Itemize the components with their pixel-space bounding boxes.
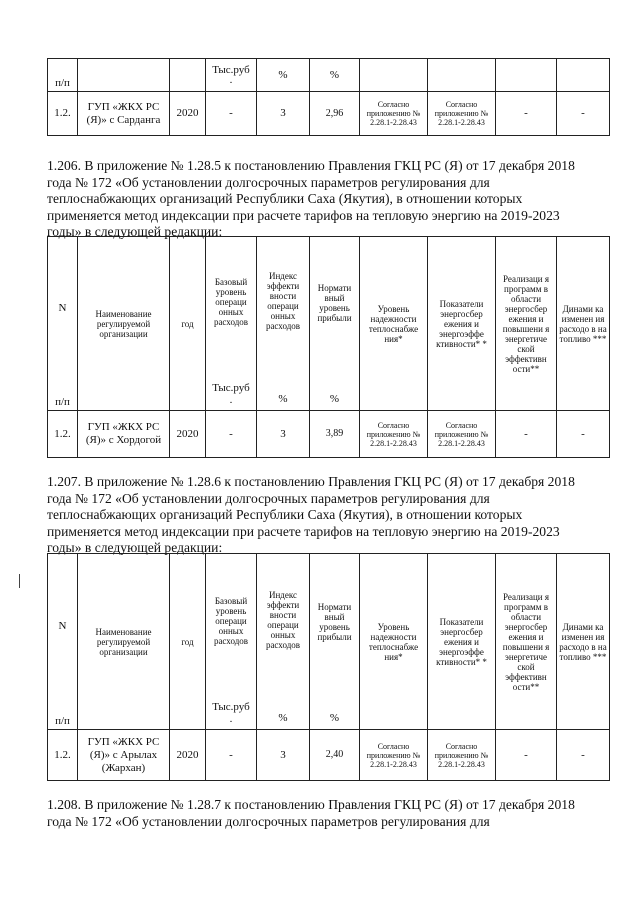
col-norm: Нормати вный уровень прибыли % [310, 554, 360, 730]
col-dynamics: Динами ка изменен ия расходо в на топливо *** [557, 237, 610, 411]
energy-value: Согласно приложению № 2.28.1-2.28.43 [428, 92, 496, 136]
dynamics-value: - [557, 411, 610, 458]
dynamics-value: - [557, 92, 610, 136]
col-org: Наименование регулируемой организации [78, 554, 170, 730]
col-norm: Нормати вный уровень прибыли % [310, 237, 360, 411]
row-number: 1.2. [48, 411, 78, 458]
col-reliability: Уровень надежности теплоснабже ния* [360, 554, 428, 730]
table-row [48, 92, 610, 136]
col-index: Индекс эффекти вности операци онных расходов % [257, 554, 310, 730]
table-1-28-6 [47, 553, 610, 781]
col-base: Базовый уровень операци онных расходов Тыс.руб . [206, 554, 257, 730]
np-label: п/п [48, 59, 78, 92]
norm-value: 3,89 [310, 411, 360, 458]
dynamics-value: - [557, 730, 610, 781]
paragraph-1-208: 1.208. В приложение № 1.28.7 к постановлению Правления ГКЦ РС (Я) от 17 декабря 2018 года № 172 «Об установлении долгосрочных параметров регулирования для [47, 797, 575, 829]
table-1-28-5 [47, 236, 610, 458]
year: 2020 [170, 411, 206, 458]
table-top [47, 58, 610, 136]
col-n: N п/п [48, 554, 78, 730]
table-row [48, 730, 610, 781]
col-n: N п/п [48, 237, 78, 411]
org-name: ГУП «ЖКХ РС (Я)» с Хордогой [78, 411, 170, 458]
year: 2020 [170, 730, 206, 781]
index-value: 3 [257, 730, 310, 781]
base-value: - [206, 411, 257, 458]
norm-value: 2,40 [310, 730, 360, 781]
table-row [48, 411, 610, 458]
row-number: 1.2. [48, 730, 78, 781]
unit-pct-index: % [257, 59, 310, 92]
col-org: Наименование регулируемой организации [78, 237, 170, 411]
header-row [48, 237, 610, 411]
col-dynamics: Динами ка изменен ия расходо в на топливо *** [557, 554, 610, 730]
col-year: год [170, 554, 206, 730]
col-base: Базовый уровень операци онных расходов Тыс.руб . [206, 237, 257, 411]
col-index: Индекс эффекти вности операци онных расходов % [257, 237, 310, 411]
index-value: 3 [257, 411, 310, 458]
paragraph-1-206: 1.206. В приложение № 1.28.5 к постановлению Правления ГКЦ РС (Я) от 17 декабря 2018 года № 172 «Об установлении долгосрочных параметров регулирования для теплоснабжающих организаций Республики Саха (Якутия), в отношении которых применяется метод индексации при расчете тарифов на тепловую энергию на 2019-2023 годы» в следующей редакции: [47, 158, 575, 239]
index-value: 3 [257, 92, 310, 136]
org-name: ГУП «ЖКХ РС (Я)» с Сарданга [78, 92, 170, 136]
programs-value: - [496, 92, 557, 136]
reliability-value: Согласно приложению № 2.28.1-2.28.43 [360, 92, 428, 136]
org-name: ГУП «ЖКХ РС (Я)» с Арылах (Жархан) [78, 730, 170, 781]
base-value: - [206, 92, 257, 136]
energy-value: Согласно приложению № 2.28.1-2.28.43 [428, 730, 496, 781]
row-number: 1.2. [48, 92, 78, 136]
base-value: - [206, 730, 257, 781]
unit-rub: Тыс.руб . [206, 59, 257, 92]
unit-row [48, 59, 610, 92]
energy-value: Согласно приложению № 2.28.1-2.28.43 [428, 411, 496, 458]
reliability-value: Согласно приложению № 2.28.1-2.28.43 [360, 730, 428, 781]
year: 2020 [170, 92, 206, 136]
col-energy: Показатели энергосбер ежения и энергоэффе ктивности* * [428, 554, 496, 730]
header-row [48, 554, 610, 730]
paragraph-1-207: 1.207. В приложение № 1.28.6 к постановлению Правления ГКЦ РС (Я) от 17 декабря 2018 года № 172 «Об установлении долгосрочных параметров регулирования для теплоснабжающих организаций Республики Саха (Якутия), в отношении которых применяется метод индексации при расчете тарифов на тепловую энергию на 2019-2023 годы» в следующей редакции: [47, 474, 575, 555]
programs-value: - [496, 730, 557, 781]
col-year: год [170, 237, 206, 411]
col-reliability: Уровень надежности теплоснабже ния* [360, 237, 428, 411]
unit-pct-norm: % [310, 59, 360, 92]
margin-mark [19, 574, 20, 588]
col-programs: Реализаци я программ в области энергосбер ежения и повышени я энергетиче ской эффективн ости** [496, 554, 557, 730]
col-energy: Показатели энергосбер ежения и энергоэффе ктивности* * [428, 237, 496, 411]
col-programs: Реализаци я программ в области энергосбер ежения и повышени я энергетиче ской эффективн ости** [496, 237, 557, 411]
reliability-value: Согласно приложению № 2.28.1-2.28.43 [360, 411, 428, 458]
norm-value: 2,96 [310, 92, 360, 136]
programs-value: - [496, 411, 557, 458]
